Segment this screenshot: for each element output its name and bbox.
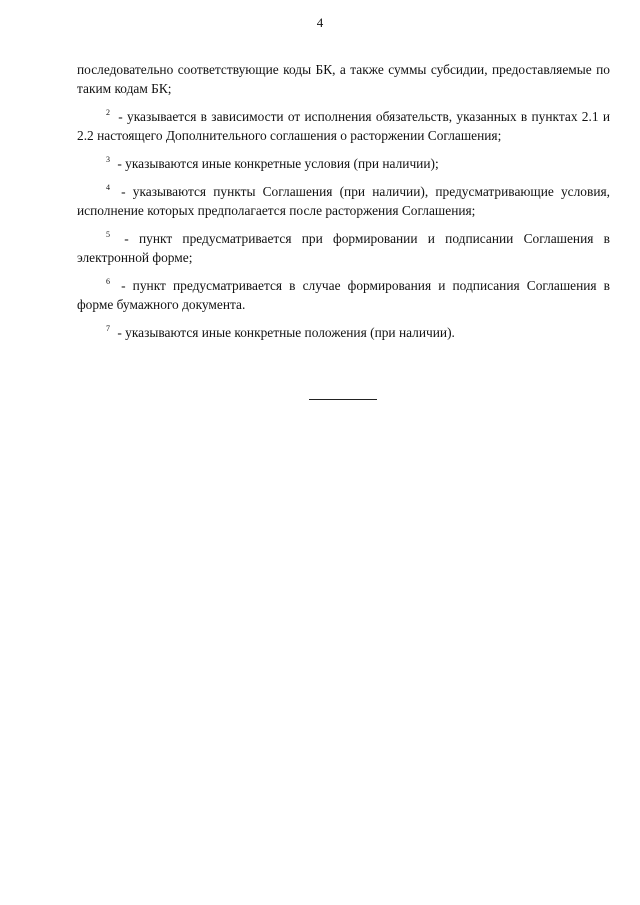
footnote-text: - указываются иные конкретные положения (при наличии).	[114, 325, 455, 340]
footnote-text: - указываются пункты Соглашения (при наличии), предусматривающие условия, исполнение которых предполагается после расторжения Соглашения;	[77, 184, 610, 218]
document-body	[77, 60, 610, 351]
end-divider	[309, 399, 377, 400]
footnote-mark: 6	[106, 277, 110, 286]
footnote-mark: 7	[106, 324, 110, 333]
footnote-7	[77, 323, 610, 342]
footnote-mark: 5	[106, 230, 110, 239]
footnote-text: - пункт предусматривается в случае формирования и подписания Соглашения в форме бумажного документа.	[77, 278, 610, 312]
page-number: 4	[316, 15, 324, 30]
paragraph-text: последовательно соответствующие коды БК, а также суммы субсидии, предоставляемые по таким кодам БК;	[77, 62, 610, 96]
footnote-5	[77, 229, 610, 267]
footnote-mark: 2	[106, 108, 110, 117]
footnote-text: - пункт предусматривается при формировании и подписании Соглашения в электронной форме;	[77, 231, 610, 265]
paragraph-continuation	[77, 60, 610, 98]
footnote-6	[77, 276, 610, 314]
footnote-text: - указывается в зависимости от исполнения обязательств, указанных в пунктах 2.1 и 2.2 настоящего Дополнительного соглашения о расторжении Соглашения;	[77, 109, 610, 143]
footnote-mark: 3	[106, 155, 110, 164]
footnote-2	[77, 107, 610, 145]
footnote-mark: 4	[106, 183, 110, 192]
footnote-3	[77, 154, 610, 173]
footnote-4	[77, 182, 610, 220]
footnote-text: - указываются иные конкретные условия (при наличии);	[114, 156, 439, 171]
